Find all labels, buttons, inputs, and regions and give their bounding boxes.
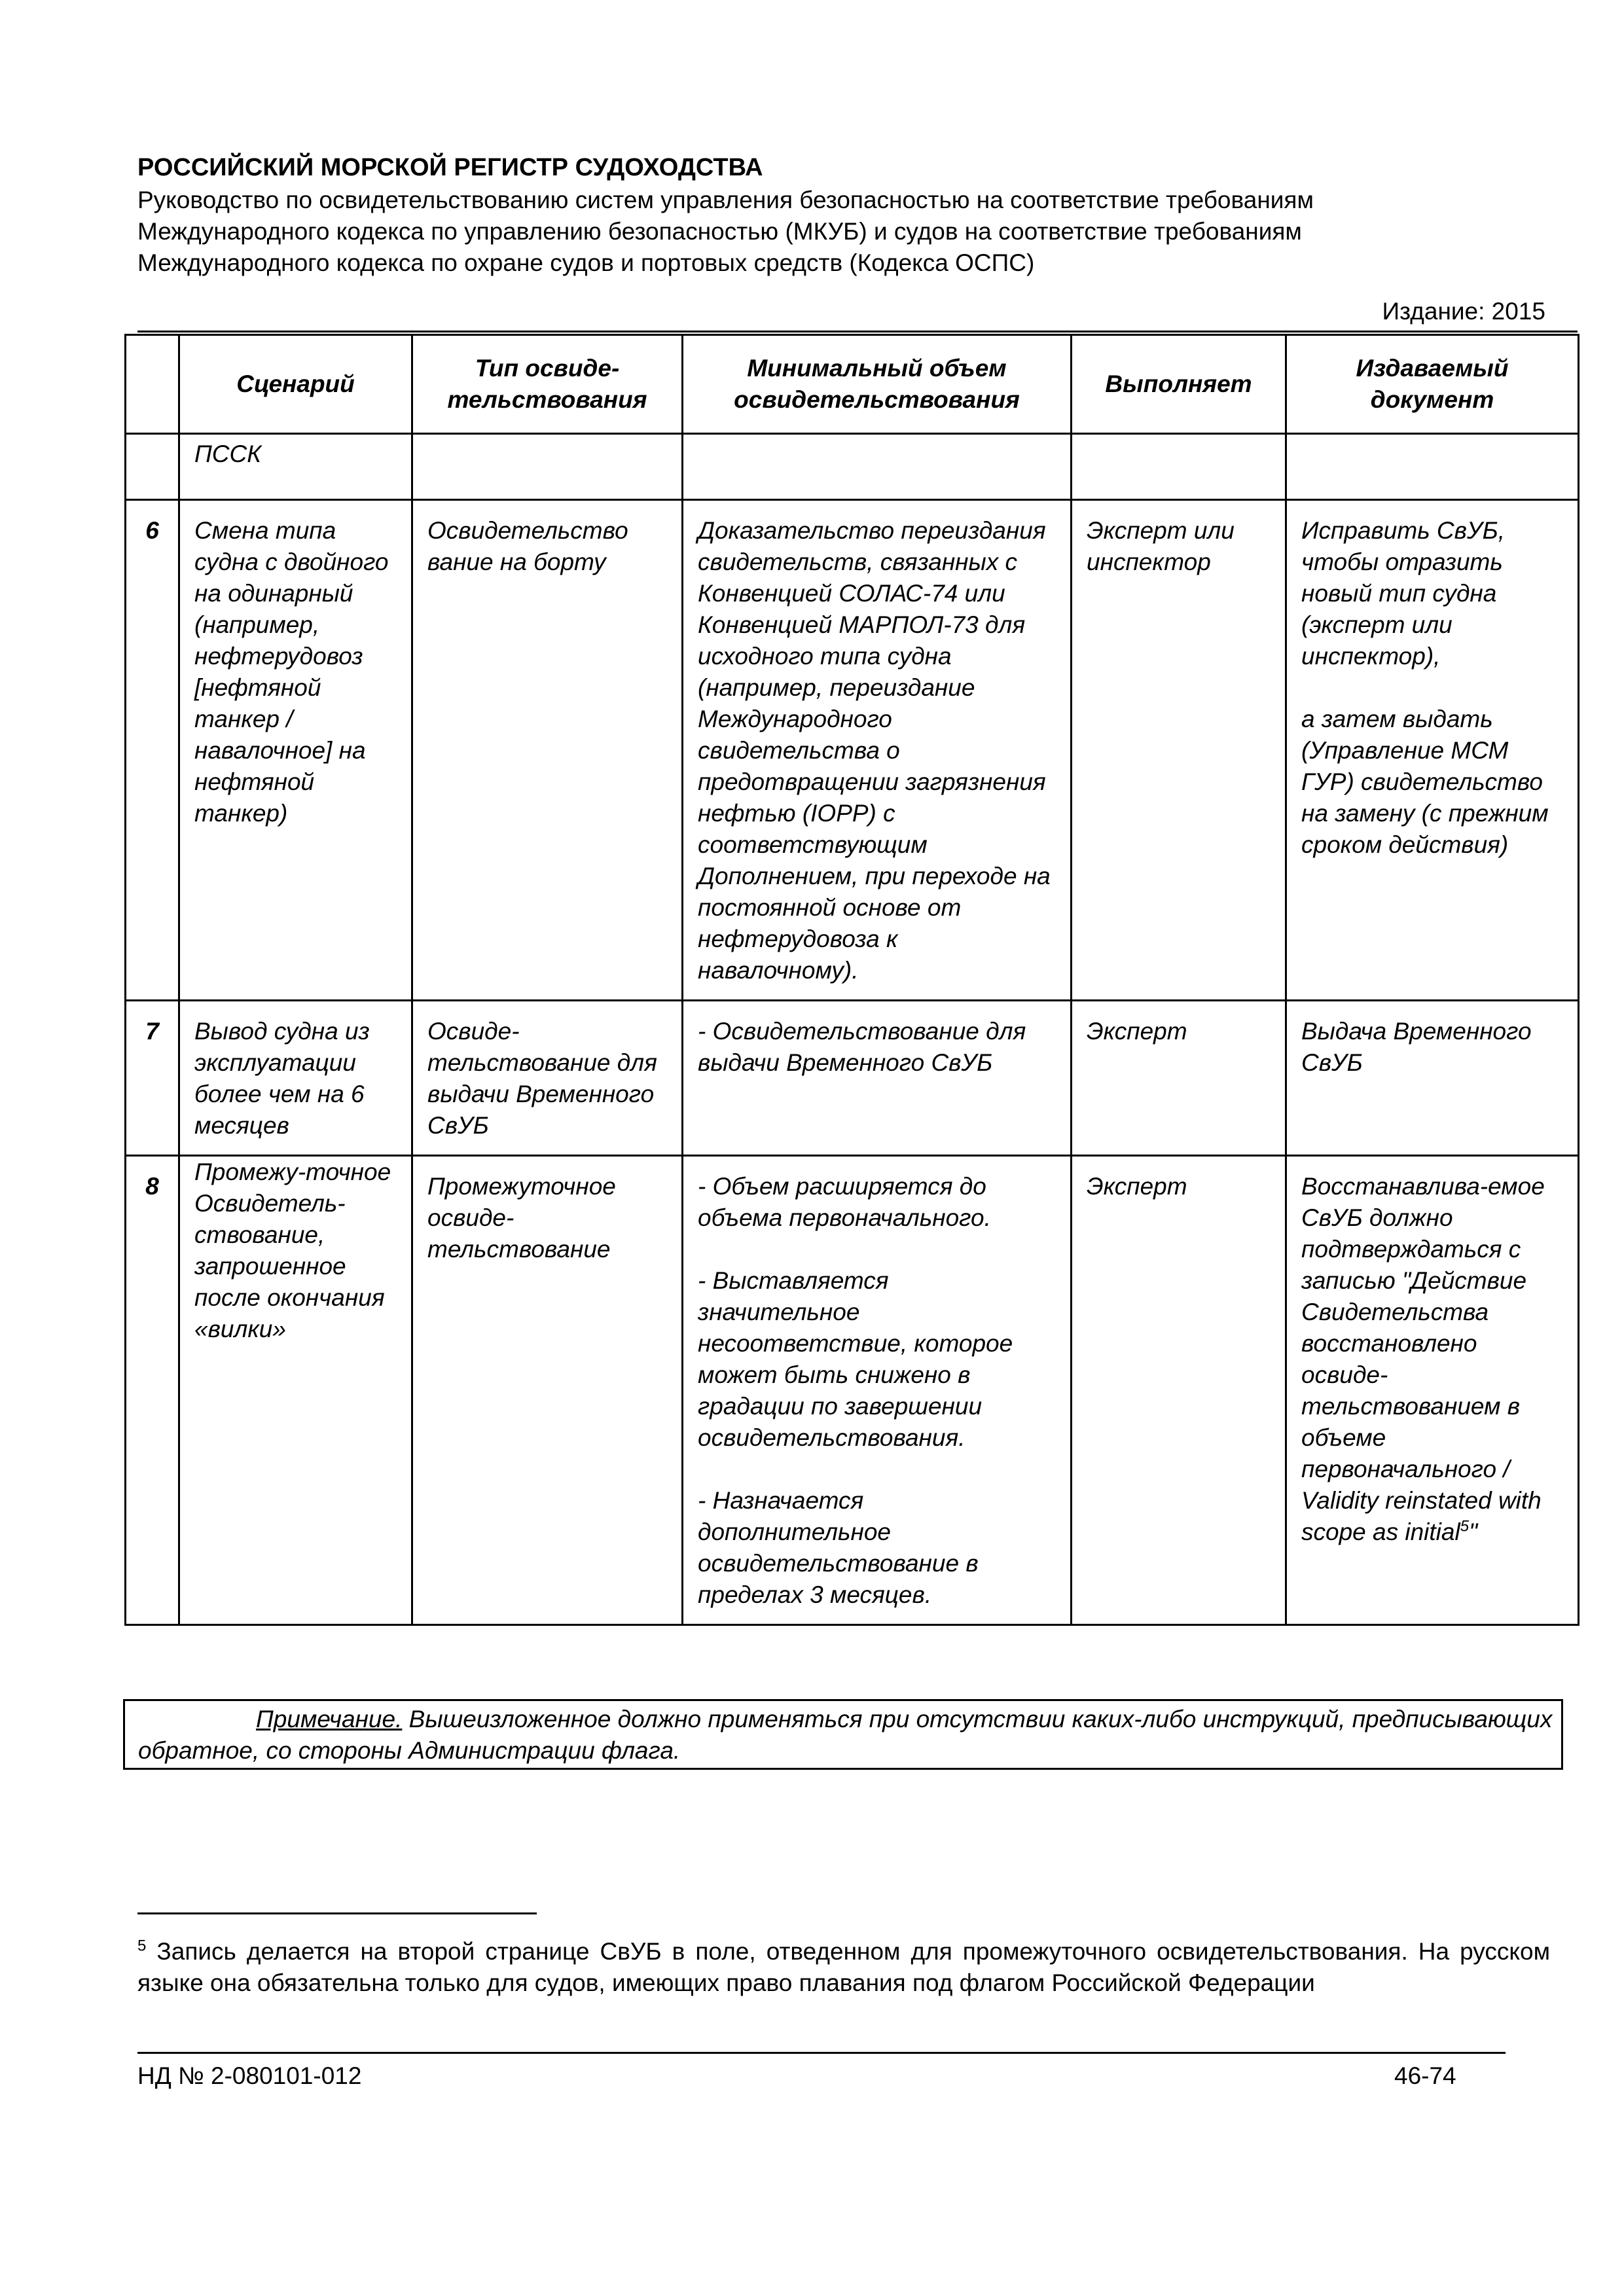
document-cell — [1286, 434, 1579, 500]
org-title: РОССИЙСКИЙ МОРСКОЙ РЕГИСТР СУДОХОДСТВА — [137, 154, 763, 181]
survey-type-cell: Промежуточное освиде-тельствование — [412, 1156, 683, 1625]
survey-type-cell: Освидетельство вание на борту — [412, 500, 683, 1001]
scenario-cell: Вывод судна из эксплуатации более чем на 6 месяцев — [179, 1001, 412, 1156]
subtitle-line: Руководство по освидетельствованию систем управления безопасностью на соответствие требованиям — [137, 187, 1314, 213]
footnote-divider — [137, 1912, 537, 1914]
document-paragraph: а затем выдать (Управление МСМ ГУР) свидетельство на замену (с прежним сроком действия) — [1301, 706, 1549, 858]
col-header-scope: Минимальный объем освидетельствования — [683, 335, 1072, 434]
survey-type-cell: Освиде-тельствование для выдачи Временного СвУБ — [412, 1001, 683, 1156]
subtitle-line: Международного кодекса по охране судов и портовых средств (Кодекса ОСПС) — [137, 249, 1035, 276]
table-row — [126, 1156, 1579, 1625]
note-box — [123, 1699, 1563, 1770]
note-text: Вышеизложенное должно применяться при отсутствии каких-либо инструкций, предписывающих обратное, со стороны Администрации флага. — [138, 1706, 1553, 1764]
scope-cell: Доказательство переиздания свидетельств, связанных с Конвенцией СОЛАС-74 или Конвенцией МАРПОЛ-73 для исходного типа судна (например, переиздание Международного свидетельства о предотвращении загрязнения нефтью (IOPP) с соответствующим Дополнением, при переходе на постоянной основе от нефтерудовоза к навалочному). — [683, 500, 1072, 1001]
footnote-text: Запись делается на второй странице СвУБ в поле, отведенном для промежуточного освидетельствования. На русском языке она обязательна только для судов, имеющих право плавания под флагом Российской Федерации — [137, 1938, 1551, 1996]
table-row — [126, 500, 1579, 1001]
footnote — [137, 1936, 1550, 1999]
document-subtitle — [137, 185, 1545, 279]
col-header-survey-type: Тип освиде-тельствования — [412, 335, 683, 434]
row-number: 6 — [126, 500, 179, 1001]
document-text-end: " — [1469, 1518, 1478, 1545]
scenario-cell: Смена типа судна с двойного на одинарный (например, нефтерудовоз [нефтяной танкер / навалочное] на нефтяной танкер) — [179, 500, 412, 1001]
scope-paragraph: - Назначается дополнительное освидетельствование в пределах 3 месяцев. — [698, 1487, 979, 1608]
table-header-row — [126, 335, 1579, 434]
document-text: Восстанавлива-емое СвУБ должно подтверждаться с записью "Действие Свидетельства восстановлено освиде-тельствованием в объеме первоначального / Validity reinstated with scope as initial — [1301, 1173, 1545, 1545]
performer-cell: Эксперт — [1072, 1001, 1286, 1156]
scenario-cell: ПССК — [179, 434, 412, 500]
performer-cell: Эксперт или инспектор — [1072, 500, 1286, 1001]
document-paragraph: Исправить СвУБ, чтобы отразить новый тип судна (эксперт или инспектор), — [1301, 517, 1505, 670]
scope-paragraph: - Объем расширяется до объема первоначального. — [698, 1173, 991, 1231]
footnote-mark: 5 — [137, 1937, 147, 1955]
table-row — [126, 1001, 1579, 1156]
document-cell — [1286, 500, 1579, 1001]
document-cell: Выдача Временного СвУБ — [1286, 1001, 1579, 1156]
row-number — [126, 434, 179, 500]
col-header-scenario: Сценарий — [179, 335, 412, 434]
footer-divider — [137, 2052, 1506, 2054]
page-number: 46-74 — [1394, 2062, 1456, 2089]
footnote-reference: 5 — [1460, 1517, 1470, 1535]
col-header-number — [126, 335, 179, 434]
scope-cell — [683, 434, 1072, 500]
performer-cell — [1072, 434, 1286, 500]
row-number: 8 — [126, 1156, 179, 1625]
scenario-table — [124, 334, 1579, 1626]
document-cell — [1286, 1156, 1579, 1625]
edition-label: Издание: 2015 — [1382, 298, 1545, 325]
scope-paragraph: - Выставляется значительное несоответствие, которое может быть снижено в градации по завершении освидетельствования. — [698, 1267, 1013, 1451]
document-number: НД № 2-080101-012 — [137, 2062, 362, 2089]
survey-type-cell — [412, 434, 683, 500]
scope-cell: - Освидетельствование для выдачи Временного СвУБ — [683, 1001, 1072, 1156]
table-row — [126, 434, 1579, 500]
col-header-performer: Выполняет — [1072, 335, 1286, 434]
scenario-cell: Промежу-точное Освидетель-ствование, запрошенное после окончания «вилки» — [179, 1156, 412, 1625]
col-header-document: Издаваемый документ — [1286, 335, 1579, 434]
header-divider — [137, 331, 1578, 332]
note-label: Примечание. — [256, 1706, 403, 1732]
row-number: 7 — [126, 1001, 179, 1156]
performer-cell: Эксперт — [1072, 1156, 1286, 1625]
scope-cell — [683, 1156, 1072, 1625]
subtitle-line: Международного кодекса по управлению безопасностью (МКУБ) и судов на соответствие требованиям — [137, 218, 1302, 245]
